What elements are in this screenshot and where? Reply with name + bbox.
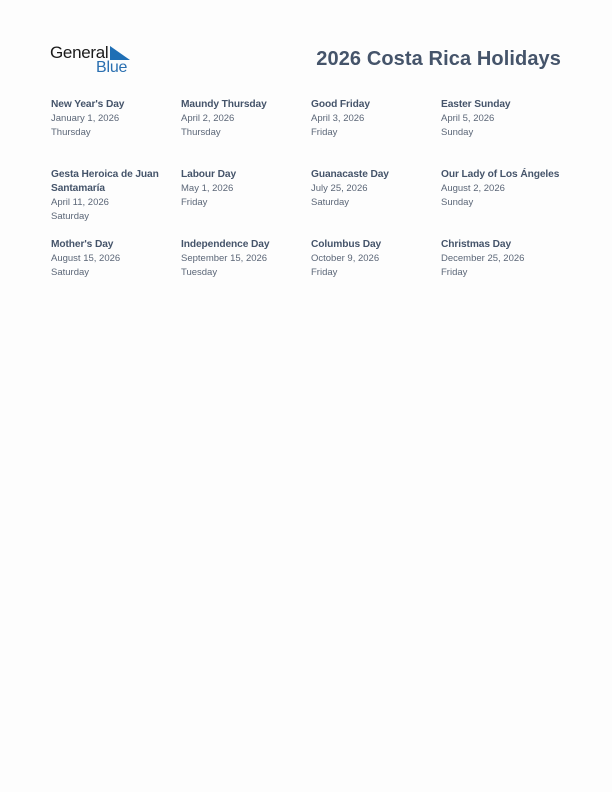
logo-general-text: General xyxy=(50,43,109,62)
logo xyxy=(50,44,134,78)
holiday-entry xyxy=(441,168,571,209)
holiday-name: Labour Day xyxy=(181,169,237,180)
holiday-entry xyxy=(441,98,567,139)
holiday-date: April 11, 2026 xyxy=(51,197,109,208)
holiday-weekday: Friday xyxy=(441,266,468,278)
holiday-entry xyxy=(181,98,307,139)
holiday-date: December 25, 2026 xyxy=(441,253,525,264)
holiday-date: August 2, 2026 xyxy=(441,183,505,194)
holiday-date: April 5, 2026 xyxy=(441,113,495,124)
holiday-entry xyxy=(311,98,437,139)
holiday-date: May 1, 2026 xyxy=(181,183,234,194)
holiday-name: Our Lady of Los Ángeles xyxy=(441,169,560,180)
logo-triangle-icon xyxy=(110,46,130,60)
page-title: 2026 Costa Rica Holidays xyxy=(316,48,561,70)
holiday-weekday: Friday xyxy=(311,126,338,138)
holiday-date: April 3, 2026 xyxy=(311,113,365,124)
holiday-weekday: Saturday xyxy=(51,266,90,278)
holiday-name: New Year's Day xyxy=(51,99,125,110)
holiday-date: August 15, 2026 xyxy=(51,253,121,264)
holiday-date: April 2, 2026 xyxy=(181,113,235,124)
holiday-date: July 25, 2026 xyxy=(311,183,368,194)
logo-blue-text: Blue xyxy=(96,59,128,76)
holiday-name: Gesta Heroica de Juan Santamaría xyxy=(51,169,159,194)
holiday-date: January 1, 2026 xyxy=(51,113,120,124)
holiday-weekday: Thursday xyxy=(181,126,221,138)
holiday-entry xyxy=(311,168,437,209)
holiday-weekday: Friday xyxy=(311,266,338,278)
holiday-date: October 9, 2026 xyxy=(311,253,380,264)
holiday-name: Christmas Day xyxy=(441,239,512,250)
holiday-weekday: Saturday xyxy=(311,196,350,208)
holiday-name: Mother's Day xyxy=(51,239,114,250)
holiday-date: September 15, 2026 xyxy=(181,253,268,264)
holiday-entry xyxy=(51,168,169,223)
holiday-weekday: Friday xyxy=(181,196,208,208)
holiday-weekday: Tuesday xyxy=(181,266,218,278)
holiday-entry xyxy=(441,238,567,279)
holiday-weekday: Saturday xyxy=(51,210,90,222)
holiday-name: Columbus Day xyxy=(311,239,382,250)
holiday-name: Good Friday xyxy=(311,99,370,110)
holiday-entry xyxy=(51,98,177,139)
holiday-name: Easter Sunday xyxy=(441,99,511,110)
holiday-name: Maundy Thursday xyxy=(181,99,267,110)
holiday-name: Independence Day xyxy=(181,239,270,250)
holiday-weekday: Sunday xyxy=(441,126,474,138)
holiday-weekday: Thursday xyxy=(51,126,91,138)
holiday-entry xyxy=(181,168,307,209)
holiday-entry xyxy=(51,238,177,279)
holiday-name: Guanacaste Day xyxy=(311,169,389,180)
holiday-entry xyxy=(311,238,437,279)
holiday-entry xyxy=(181,238,307,279)
holiday-weekday: Sunday xyxy=(441,196,474,208)
